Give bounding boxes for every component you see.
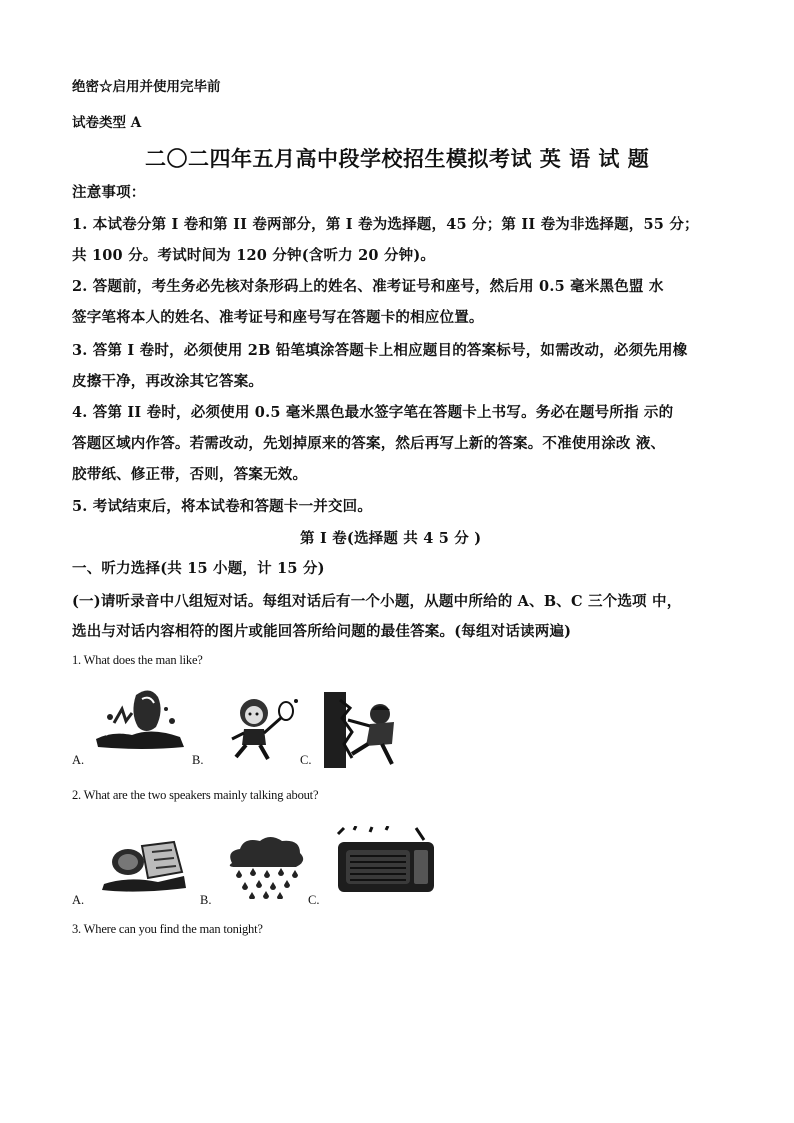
radio-icon: [330, 826, 440, 896]
note-line: 1. 本试卷分第 I 卷和第 II 卷两部分，第 I 卷为选择题，45 分；第 II 卷为非选择题，55 分；: [72, 216, 699, 233]
question-3-text: 3. Where can you find the man tonight?: [72, 922, 263, 936]
note-line: 共 100 分。考试时间为 120 分钟(含听力 20 分钟)。: [72, 247, 436, 264]
part-title: 一、听力选择(共 15 小题，计 15 分): [72, 560, 325, 577]
note-line: 胶带纸、修正带，否则，答案无效。: [72, 466, 308, 483]
notes-heading: 注意事项：: [72, 184, 146, 201]
boy-playing-badminton-icon: [220, 691, 300, 763]
note-line: 2. 答题前，考生务必先核对条形码上的姓名、准考证号和座号，然后用 0.5 毫米黑色盟 水: [72, 278, 664, 295]
note-line: 签字笔将本人的姓名、准考证号和座号写在答题卡的相应位置。: [72, 309, 484, 326]
option-label: B.: [192, 753, 204, 767]
option-label: C.: [308, 893, 320, 907]
confidential-notice: 绝密☆启用并使用完毕前: [72, 79, 221, 95]
option-label: C.: [300, 753, 312, 767]
note-line: 3. 答第 I 卷时，必须使用 2B 铅笔填涂答题卡上相应题目的答案标号，如需改动，必须先用橡: [72, 342, 688, 359]
instruction-line: 选出与对话内容相符的图片或能回答所给问题的最佳答案。(每组对话读两遍): [72, 623, 572, 640]
question-2-text: 2. What are the two speakers mainly talking about?: [72, 788, 319, 802]
note-line: 4. 答第 II 卷时，必须使用 0.5 毫米黑色最水签字笔在答题卡上书写。务必在题号所指 示的: [72, 404, 674, 421]
note-line: 答题区域内作答。若需改动，先划掉原来的答案，然后再写上新的答案。不准使用涂改 液、: [72, 435, 666, 452]
option-label: A.: [72, 753, 85, 767]
instruction-line: (一)请听录音中八组短对话。每组对话后有一个小题，从题中所给的 A、B、C 三个选项 中，: [72, 593, 682, 610]
spilled-cup-icon: [98, 836, 188, 892]
note-line: 5. 考试结束后，将本试卷和答题卡一并交回。: [72, 498, 373, 515]
note-line: 皮擦干净，再改涂其它答案。: [72, 373, 264, 390]
option-label: B.: [200, 893, 212, 907]
volume-title: 第 I 卷(选择题 共 4 5 分 ): [300, 530, 482, 547]
exam-title: 二〇二四年五月高中段学校招生模拟考试 英 语 试 题: [145, 146, 650, 171]
option-label: A.: [72, 893, 85, 907]
water-splash-icon: [92, 683, 188, 751]
paper-type: 试卷类型 A: [72, 115, 142, 131]
rain-cloud-icon: [222, 833, 308, 899]
question-1-text: 1. What does the man like?: [72, 653, 203, 667]
rock-climber-icon: [322, 692, 406, 768]
